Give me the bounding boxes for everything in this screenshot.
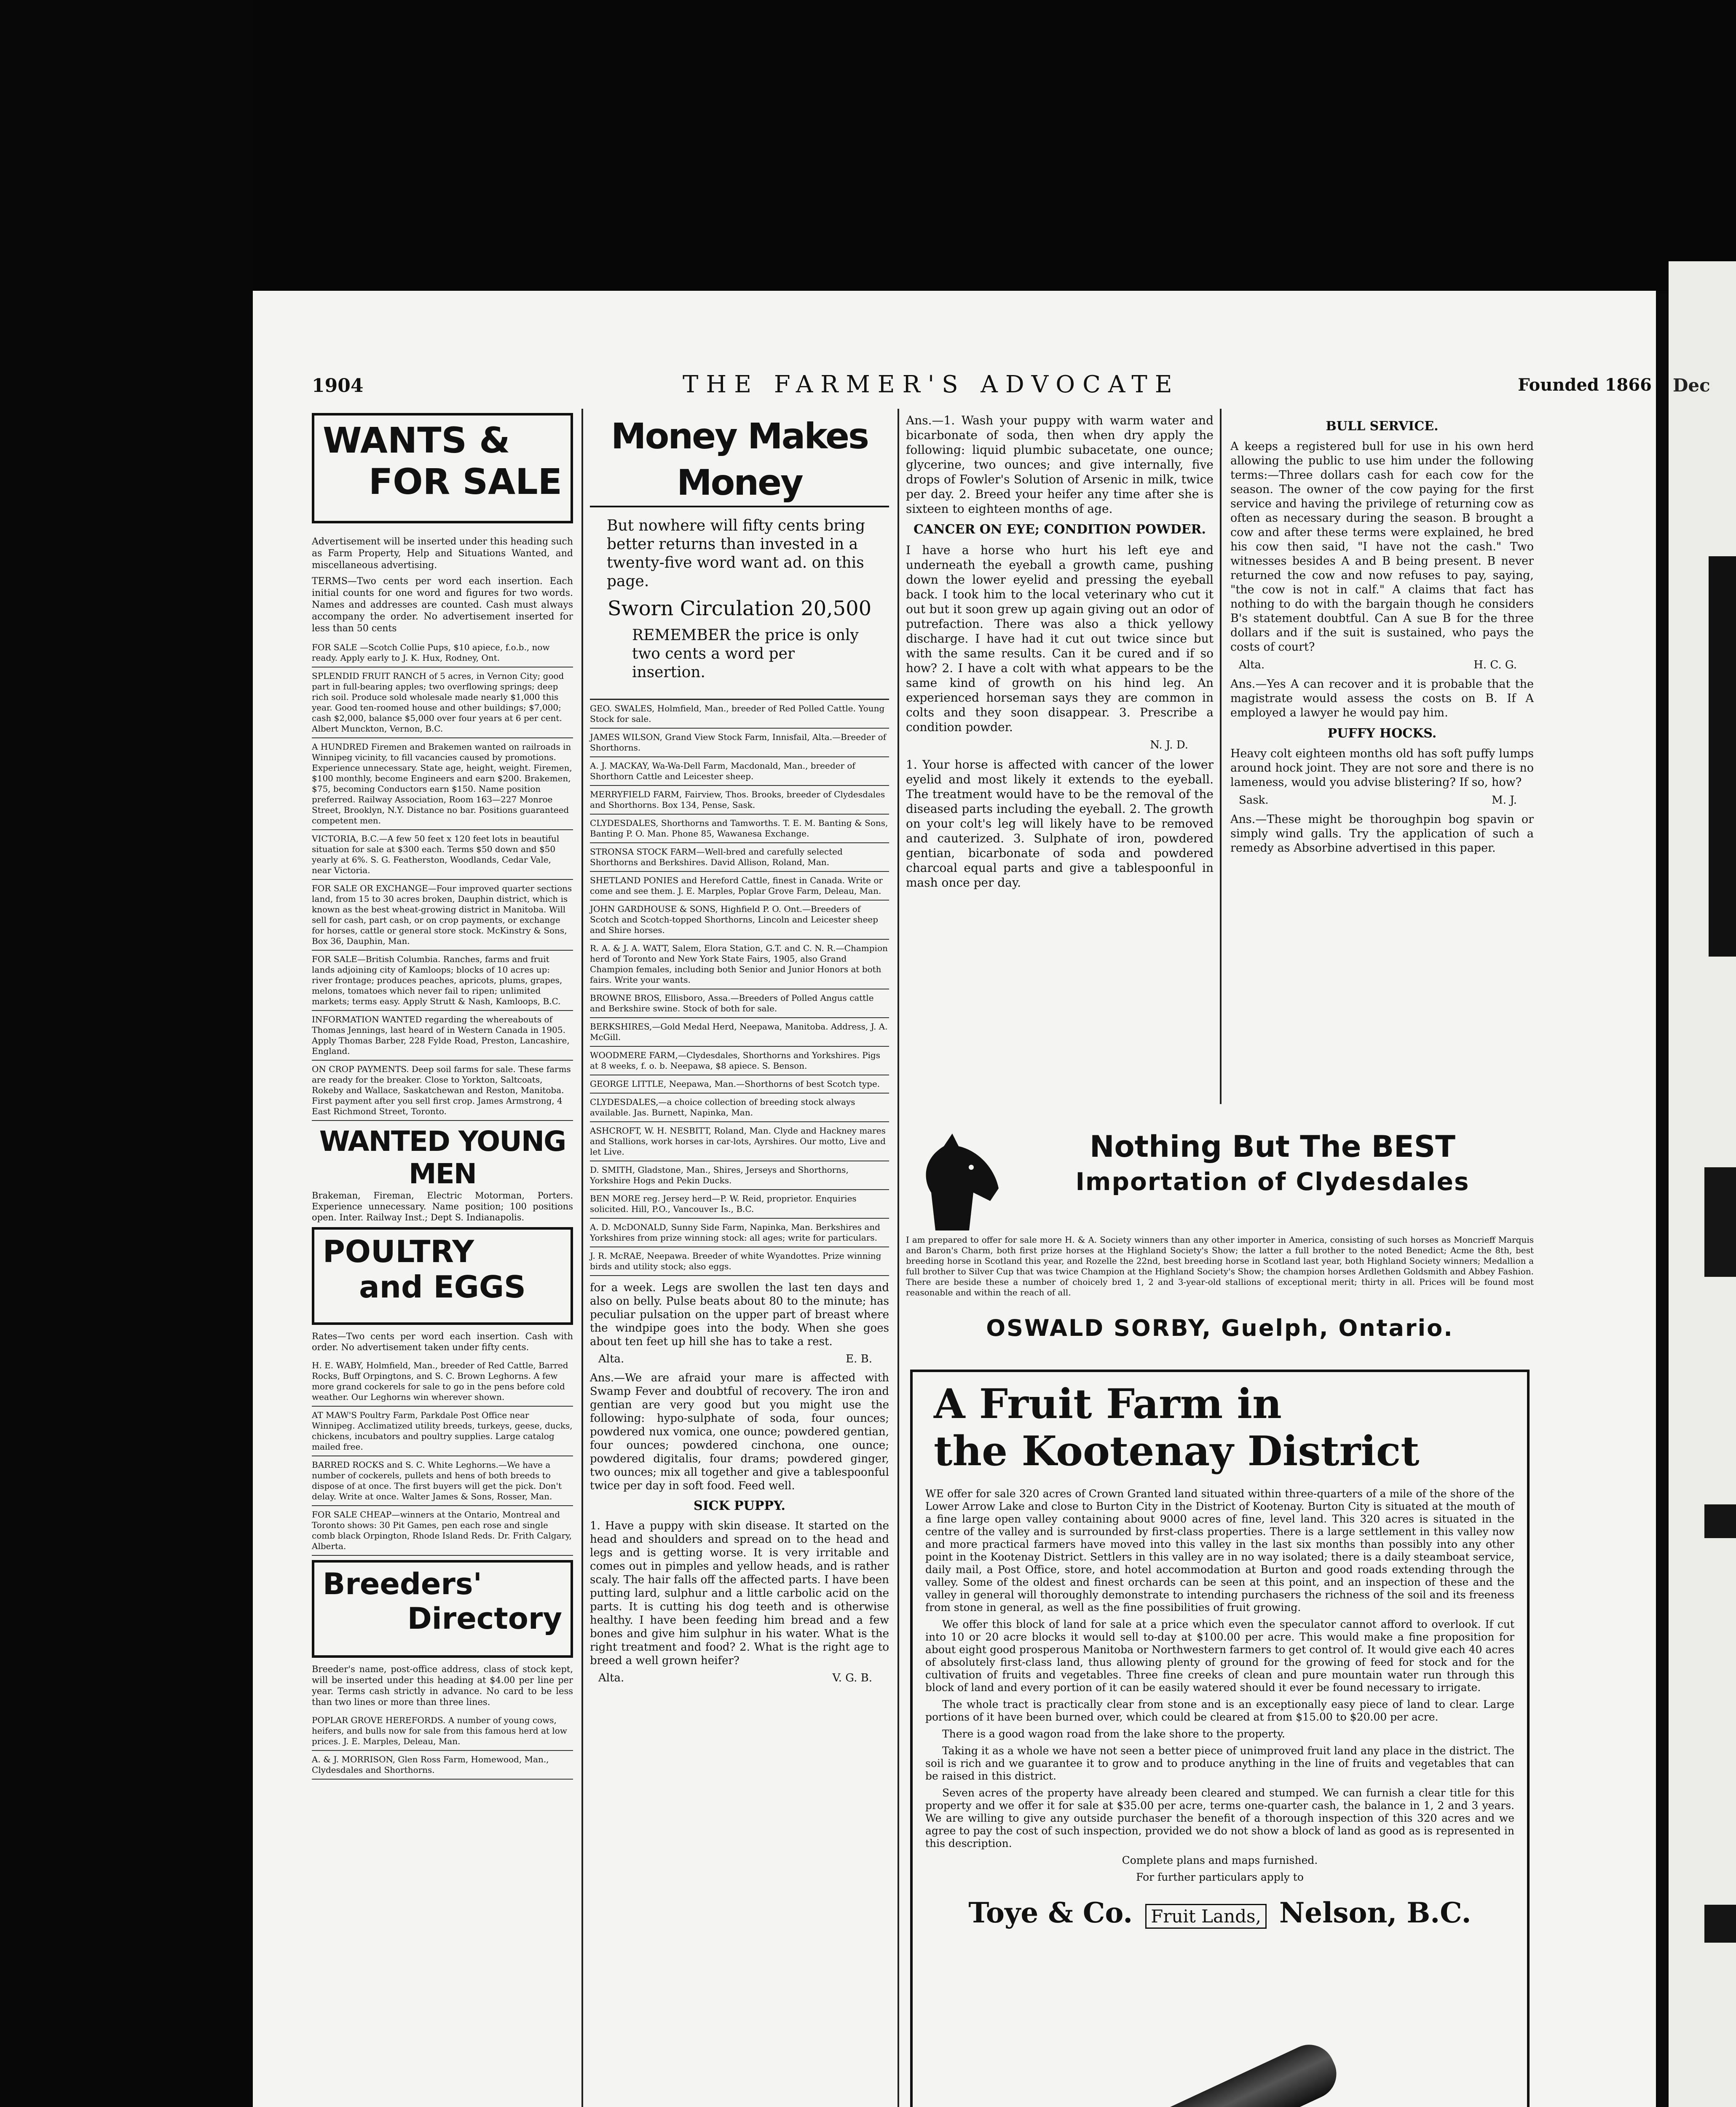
poultry-ad: H. E. WABY, Holmfield, Man., breeder of Red Cattle, Barred Rocks, Buff Orpingtons, and S. C. Brown Leghorns. A few more grand cockerels for sale to go in the pens before cold weather. Our Leghorns win wherever shown.	[312, 1357, 573, 1407]
scanner-border-top	[0, 0, 1736, 291]
breeder-listing: J. R. McRAE, Neepawa. Breeder of white Wyandottes. Prize winning birds and utility stock; also eggs.	[590, 1247, 889, 1276]
fruit-farm-signature	[925, 1896, 1514, 1929]
breeder-listing: BROWNE BROS, Ellisboro, Assa.—Breeders of Polled Angus cattle and Berkshire swine. Stock of both for sale.	[590, 989, 889, 1018]
breeder-listing: R. A. & J. A. WATT, Salem, Elora Station, G.T. and C. N. R.—Champion herd of Toronto and New York State Fairs, 1905, also Grand Champion females, including both Senior and Junior Honors at both fairs. Write your wants.	[590, 940, 889, 989]
classified-ad: SPLENDID FRUIT RANCH of 5 acres, in Vernon City; good part in full-bearing apples; two overflowing springs; deep rich soil. Produce sold wholesale made nearly $1,000 this year. Good ten-roomed house and other buildings; $7,000; cash $2,000, balance $5,000 over four years at 6 per cent. Albert Munckton, Vernon, B.C.	[312, 667, 573, 738]
poultry-ad: FOR SALE CHEAP—winners at the Ontario, Montreal and Toronto shows: 30 Pit Games, pen each rose and single comb black Orpington, Rhode Island Reds. Dr. Frith Calgary, Alberta.	[312, 1506, 573, 1556]
adjacent-page-letter	[1709, 556, 1736, 957]
clydesdale-text: I am prepared to offer for sale more H. & A. Society winners than any other importer in America, consisting of such horses as Moncrieff Marquis and Baron's Charm, both first prize horses at the Highland Society's Show; the latter a full brother to the noted Benedict; Acme the 8th, best breeding horse in Scotland this year, and Rozelle the 22nd, best breeding horse in Scotland last year, both Highland Society winners; Medallion a full brother to Silver Cup that was twice Champion at the Highland Society's Show; the champion horses Ardlethen Goldsmith and Abbey Fashion. There are beside these a number of choicely bred 1, 2 and 3-year-old stallions of exceptional merit; thirty in all. Prices will be found most reasonable and within the reach of all.	[906, 1235, 1534, 1297]
fruit-farm-paragraph: WE offer for sale 320 acres of Crown Granted land situated within three-quarters of a mile of the shore of the Lower Arrow Lake and close to Burton City in the District of Kootenay. Burton City is situated at the mouth of a fine large open valley containing about 9000 acres of fine, level land. This 320 acres is situated in the centre of the valley and is surrounded by first-class properties. There is a large settlement in this valley now and more practical farmers have moved into this valley in the last six months than possibly into any other point in the Kootenay District. Settlers in this valley are in no way isolated; there is a daily steamboat service, daily mail, a Post Office, store, and hotel accommodation at Burton and good roads extending through the valley. Some of the oldest and finest orchards can be seen at this point, and an inspection of these and the valley in general will thoroughly demonstrate to intending purchasers the richness of the soil and its freeness from stone in general, as well as the fine possibilities of fruit growing.	[925, 1488, 1514, 1614]
breeder-listings	[590, 699, 889, 1276]
breeders-title-2: Directory	[407, 1601, 562, 1636]
cancer-question: I have a horse who hurt his left eye and underneath the eyeball a growth came, pushing down the lower eyelid and pressing the eyeball back. I took him to the local veterinary who cut it out but it soon grew up again giving out an odor of putrefaction. There was also a thick yellowy discharge. I have had it cut out twice since but with the same results. Can it be cured and if so how? 2. I have a colt with what appears to be the same kind of growth on his hind leg. An experienced horseman says they are common in colts and they soon disappear. 3. Prescribe a condition powder.	[906, 543, 1214, 734]
puppy-answer: Ans.—1. Wash your puppy with warm water and bicarbonate of soda, then when dry apply the following: liquid plumbic subacetate, one ounce; glycerine, two ounces; and give internally, five drops of Fowler's Solution of Arsenic in milk, twice per day. 2. Breed your heifer any time after she is sixteen to eighteen months of age.	[906, 413, 1214, 516]
classified-ad: A HUNDRED Firemen and Brakemen wanted on railroads in Winnipeg vicinity, to fill vacancies caused by promotions. Experience unnecessary. State age, height, weight. Firemen, $100 monthly, become Engineers and earn $200. Brakemen, $75, becoming Conductors earn $150. Name position preferred. Railway Association, Room 163—227 Monroe Street, Brooklyn, N.Y. Distance no bar. Positions guaranteed competent men.	[312, 738, 573, 830]
fruit-farm-ad	[910, 1370, 1530, 2107]
clydesdale-signature: OSWALD SORBY, Guelph, Ontario.	[986, 1315, 1454, 1341]
money-title: Money Makes Money	[590, 413, 889, 507]
breeder-listing: CLYDESDALES, Shorthorns and Tamworths. T. E. M. Banting & Sons, Banting P. O. Man. Phone 85, Wawanesa Exchange.	[590, 815, 889, 843]
fruit-farm-paragraph: We offer this block of land for sale at a price which even the speculator cannot afford to overlook. If cut into 10 or 20 acre blocks it would sell to-day at $100.00 per acre. This would make a fine proposition for about eight good prosperous Manitoba or Northwestern farmers to get control of. It would give each 40 acres of absolutely first-class land, thus allowing plenty of ground for the growing of feed for stock and for the cultivation of fruits and vegetables. Three fine creeks of clean and pure mountain water run through this block of land and every portion of it can be easily watered should it ever be found necessary to irrigate.	[925, 1618, 1514, 1694]
cancer-answer: 1. Your horse is affected with cancer of the lower eyelid and most likely it extends to the eyeball. The treatment would have to be the removal of the diseased parts including the eyeball. 2. The growth on your colt's leg will likely have to be removed and cauterized. 3. Sulphate of iron, powdered gentian, bicarbonate of soda and powdered charcoal equal parts and give a tablespoonful in mash once per day.	[906, 758, 1214, 890]
breeder-listing: JAMES WILSON, Grand View Stock Farm, Innisfail, Alta.—Breeder of Shorthorns.	[590, 729, 889, 757]
breeder-listing: GEO. SWALES, Holmfield, Man., breeder of Red Polled Cattle. Young Stock for sale.	[590, 700, 889, 729]
wants-title: WANTS &	[323, 420, 510, 461]
founded-label: Founded 1866	[1518, 375, 1652, 395]
breeder-listing: GEORGE LITTLE, Neepawa, Man.—Shorthorns of best Scotch type.	[590, 1075, 889, 1094]
fruit-farm-contact: For further particulars apply to	[1136, 1871, 1304, 1883]
column-rule	[897, 409, 899, 2107]
breeder-listing: SHETLAND PONIES and Hereford Cattle, finest in Canada. Write or come and see them. J. E. Marples, Poplar Grove Farm, Deleau, Man.	[590, 872, 889, 901]
adjacent-page-ink-block	[1704, 1504, 1736, 1538]
breeders-title: Breeders'	[323, 1567, 482, 1601]
company-tagline: Fruit Lands,	[1145, 1904, 1267, 1929]
page-header	[312, 371, 1652, 405]
sick-puppy-question: 1. Have a puppy with skin disease. It started on the head and shoulders and spread on to the head and legs and is getting worse. It is very irritable and comes out in pimples and yellow heads, and is rather scaly. The hair falls off the affected parts. I have been putting lard, sulphur and a little carbolic acid on the parts. It is cutting his dog teeth and is otherwise healthy. I have been feeding him bread and a few bones and give him sulphur in his water. What is the right treatment and food? 2. What is the right age to breed a well grown heifer?	[590, 1520, 889, 1667]
bull-service-signature: Alta. H. C. G.	[1239, 659, 1517, 671]
newspaper-page	[253, 291, 1656, 2107]
wants-header-box	[312, 413, 573, 523]
classified-ad: VICTORIA, B.C.—A few 50 feet x 120 feet lots in beautiful situation for sale at $300 each. Terms $50 down and $50 yearly at 6%. S. G. Featherston, Woodlands, Cedar Vale, near Victoria.	[312, 830, 573, 880]
column-vet-answers	[906, 413, 1214, 894]
classified-ad: FOR SALE OR EXCHANGE—Four improved quarter sections land, from 15 to 30 acres broken, Dauphin district, which is known as the best wheat-growing district in Manitoba. Will sell for cash, part cash, or on crop payments, or exchange for horses, cattle or general store stock. McKinstry & Sons, Box 36, Dauphin, Man.	[312, 880, 573, 951]
scanner-border-left	[0, 0, 253, 2107]
adjacent-page-ink-block	[1704, 1167, 1736, 1277]
breeder-listing: D. SMITH, Gladstone, Man., Shires, Jerseys and Shorthorns, Yorkshire Hogs and Pekin Ducks.	[590, 1161, 889, 1190]
company-location: Nelson, B.C.	[1279, 1896, 1471, 1929]
adjacent-page-header: Dec	[1673, 375, 1710, 396]
column-rule	[1220, 409, 1222, 1104]
clydesdale-subtitle: Importation of Clydesdales	[1075, 1167, 1470, 1196]
classified-ad: FOR SALE —Scotch Collie Pups, $10 apiece, f.o.b., now ready. Apply early to J. K. Hux, Rodney, Ont.	[312, 639, 573, 667]
circulation-line: Sworn Circulation 20,500	[607, 597, 872, 620]
remember-note: REMEMBER the price is only two cents a word per insertion.	[632, 627, 859, 681]
bull-service-question: A keeps a registered bull for use in his own herd allowing the public to use him under the following terms:—Three dollars cash for each cow for the season. The owner of the cow paying for the first service and having the privilege of returning cow as often as necessary during the season. B brought a cow and after these terms were explained, he bred his cow then said, "I have not the cash." Two witnesses besides A and B being present. B never returned the cow and now refuses to pay, saying, "the cow is not in calf." A claims that fact has nothing to do with the bargain though he considers B's statement doubtful. Can A sue B for the three dollars and if the suit is sustained, who pays the costs of court?	[1230, 440, 1534, 654]
swamp-fever-question: for a week. Legs are swollen the last ten days and also on belly. Pulse beats about 80 to the minute; has peculiar pulsation on the upper part of breast where the windpipe goes into the body. When she goes about ten feet up hill she has to take a rest.	[590, 1281, 889, 1348]
horse-head-icon	[906, 1129, 1007, 1235]
cancer-heading: CANCER ON EYE; CONDITION POWDER.	[914, 522, 1206, 537]
sick-puppy-signature: Alta. V. G. B.	[598, 1672, 872, 1684]
breeders-header-box	[312, 1560, 573, 1658]
poultry-header-box	[312, 1227, 573, 1325]
breeder-listing: BERKSHIRES,—Gold Medal Herd, Neepawa, Manitoba. Address, J. A. McGill.	[590, 1018, 889, 1047]
column-rule	[581, 409, 583, 2107]
bull-service-heading: BULL SERVICE.	[1326, 419, 1439, 434]
column-money	[590, 413, 889, 1690]
breeders-ad: POPLAR GROVE HEREFORDS. A number of young cows, heifers, and bulls now for sale from this famous herd at low prices. J. E. Marples, Deleau, Man.	[312, 1712, 573, 1751]
poultry-rates: Rates—Two cents per word each insertion. Cash with order. No advertisement taken under fifty cents.	[312, 1331, 573, 1352]
puffy-hocks-question: Heavy colt eighteen months old has soft puffy lumps around hock joint. They are not sore and there is no lameness, would you advise blistering? If so, how?	[1230, 747, 1534, 789]
clydesdale-title: Nothing But The BEST	[1089, 1129, 1456, 1164]
column-wants	[312, 413, 573, 1780]
page-number: 1904	[312, 375, 364, 397]
poultry-title-2: and EGGS	[359, 1269, 526, 1305]
fruit-farm-paragraph: Taking it as a whole we have not seen a better piece of unimproved fruit land any place in the district. The soil is rich and we guarantee it to grow and to produce anything in the line of fruits and vegetables that can be raised in this district.	[925, 1745, 1514, 1782]
poultry-ad: BARRED ROCKS and S. C. White Leghorns.—We have a number of cockerels, pullets and hens of both breeds to dispose of at once. The first buyers will get the pick. Don't delay. Write at once. Walter James & Sons, Rosser, Man.	[312, 1456, 573, 1506]
sick-puppy-heading: SICK PUPPY.	[694, 1498, 785, 1513]
breeders-ad: A. & J. MORRISON, Glen Ross Farm, Homewood, Man., Clydesdales and Shorthorns.	[312, 1751, 573, 1780]
breeder-listing: ASHCROFT, W. H. NESBITT, Roland, Man. Clyde and Hackney mares and Stallions, work horses in car-lots, Ayrshires. Our motto, Live and let Live.	[590, 1122, 889, 1161]
money-text: But nowhere will fifty cents bring better returns than invested in a twenty-five word want ad. on this page.	[607, 517, 865, 590]
classified-ad: FOR SALE—British Columbia. Ranches, farms and fruit lands adjoining city of Kamloops; blocks of 10 acres up: river frontage; produces peaches, apricots, plums, grapes, melons, tomatoes which never fail to ripen; unlimited markets; terms easy. Apply Strutt & Nash, Kamloops, B.C.	[312, 951, 573, 1011]
breeder-listing: WOODMERE FARM,—Clydesdales, Shorthorns and Yorkshires. Pigs at 8 weeks, f. o. b. Neepawa, $8 apiece. S. Benson.	[590, 1047, 889, 1075]
fruit-farm-paragraph: Seven acres of the property have already been cleared and stumped. We can furnish a clear title for this property and we offer it for sale at $35.00 per acre, terms one-quarter cash, the balance in 1, 2 and 3 years. We are willing to give any outside purchaser the benefit of a thorough inspection of this 320 acres and we agree to pay the cost of such inspection, provided we do not show a block of land as good as is represented in this description.	[925, 1787, 1514, 1850]
clydesdale-ad	[906, 1129, 1534, 1239]
breeder-listing: A. D. McDONALD, Sunny Side Farm, Napinka, Man. Berkshires and Yorkshires from prize winning stock: all ages; write for particulars.	[590, 1219, 889, 1247]
poultry-title: POULTRY	[323, 1234, 474, 1269]
puffy-hocks-heading: PUFFY HOCKS.	[1327, 726, 1437, 741]
breeder-listing: BEN MORE reg. Jersey herd—P. W. Reid, proprietor. Enquiries solicited. Hill, P.O., Vancouver Is., B.C.	[590, 1190, 889, 1219]
fruit-farm-title-2: the Kootenay District	[934, 1427, 1420, 1475]
wants-title-2: FOR SALE	[368, 461, 562, 502]
classified-ad: INFORMATION WANTED regarding the whereabouts of Thomas Jennings, last heard of in Western Canada in 1905. Apply Thomas Barber, 228 Fylde Road, Preston, Lancashire, England.	[312, 1011, 573, 1061]
breeder-listing: CLYDESDALES,—a choice collection of breeding stock always available. Jas. Burnett, Napinka, Man.	[590, 1094, 889, 1122]
fruit-farm-paragraph: There is a good wagon road from the lake shore to the property.	[942, 1728, 1285, 1740]
adjacent-page-ink-block	[1704, 1905, 1736, 1943]
breeder-listing: MERRYFIELD FARM, Fairview, Thos. Brooks, breeder of Clydesdales and Shorthorns. Box 134, Pense, Sask.	[590, 786, 889, 815]
breeders-intro: Breeder's name, post-office address, class of stock kept, will be inserted under this heading at $4.00 per line per year. Terms cash strictly in advance. No card to be less than two lines or more than three lines.	[312, 1664, 573, 1707]
bull-service-answer: Ans.—Yes A can recover and it is probable that the magistrate would assess the costs on B. If A employed a lawyer he would pay him.	[1230, 678, 1534, 719]
company-name: Toye & Co.	[968, 1896, 1133, 1929]
fruit-farm-paragraph: The whole tract is practically clear from stone and is an exceptionally easy piece of land to clear. Large portions of it have been burned over, which could be cleared at from $15.00 to $20.00 per acre.	[925, 1698, 1514, 1723]
masthead-title: THE FARMER'S ADVOCATE	[683, 371, 1180, 398]
poultry-ad: AT MAW'S Poultry Farm, Parkdale Post Office near Winnipeg. Acclimatized utility breeds, turkeys, geese, ducks, chickens, incubators and poultry supplies. Large catalog mailed free.	[312, 1407, 573, 1456]
swamp-fever-answer: Ans.—We are afraid your mare is affected with Swamp Fever and doubtful of recovery. The iron and gentian are very good but you might use the following: hypo-sulphate of soda, four ounces; powdered nux vomica, one ounce; powdered gentian, four ounces; powdered cinchona, one ounce; powdered digitalis, four drams; powdered ginger, two ounces; mix all together and give a tablespoonful twice per day in soft food. Feed well.	[590, 1372, 889, 1492]
column-legal	[1230, 413, 1534, 860]
adjacent-page-edge	[1669, 261, 1736, 2107]
breeder-listing: STRONSA STOCK FARM—Well-bred and carefully selected Shorthorns and Berkshires. David Allison, Roland, Man.	[590, 843, 889, 872]
cancer-signature: N. J. D.	[1150, 739, 1188, 751]
swamp-fever-signature: Alta. E. B.	[598, 1353, 872, 1365]
wants-terms: TERMS—Two cents per word each insertion. Each initial counts for one word and figures for two words. Names and addresses are counted. Cash must always accompany the order. No advertisement inserted for less than 50 cents	[312, 576, 573, 634]
breeder-listing: JOHN GARDHOUSE & SONS, Highfield P. O. Ont.—Breeders of Scotch and Scotch-topped Shorthorns, Lincoln and Leicester sheep and Shire horses.	[590, 901, 889, 940]
wanted-young-men-title: WANTED YOUNG MEN	[319, 1125, 566, 1190]
breeder-listing: A. J. MACKAY, Wa-Wa-Dell Farm, Macdonald, Man., breeder of Shorthorn Cattle and Leicester sheep.	[590, 757, 889, 786]
puffy-hocks-answer: Ans.—These might be thoroughpin bog spavin or simply wind galls. Try the application of such a remedy as Absorbine advertised in this paper.	[1230, 813, 1534, 855]
classified-ad: ON CROP PAYMENTS. Deep soil farms for sale. These farms are ready for the breaker. Close to Yorkton, Saltcoats, Rokeby and Wallace, Saskatchewan and Reston, Manitoba. First payment after you sell first crop. James Armstrong, 4 East Richmond Street, Toronto.	[312, 1061, 573, 1121]
wants-intro: Advertisement will be inserted under this heading such as Farm Property, Help and Situations Wanted, and miscellaneous advertising.	[312, 536, 573, 571]
fruit-farm-plans: Complete plans and maps furnished.	[1122, 1854, 1318, 1866]
fruit-farm-title: A Fruit Farm in	[934, 1380, 1282, 1428]
puffy-hocks-signature: Sask. M. J.	[1239, 794, 1517, 807]
wanted-young-men-text: Brakeman, Fireman, Electric Motorman, Porters. Experience unnecessary. Name position; 100 positions open. Inter. Railway Inst.; Dept S. Indianapolis.	[312, 1190, 573, 1222]
